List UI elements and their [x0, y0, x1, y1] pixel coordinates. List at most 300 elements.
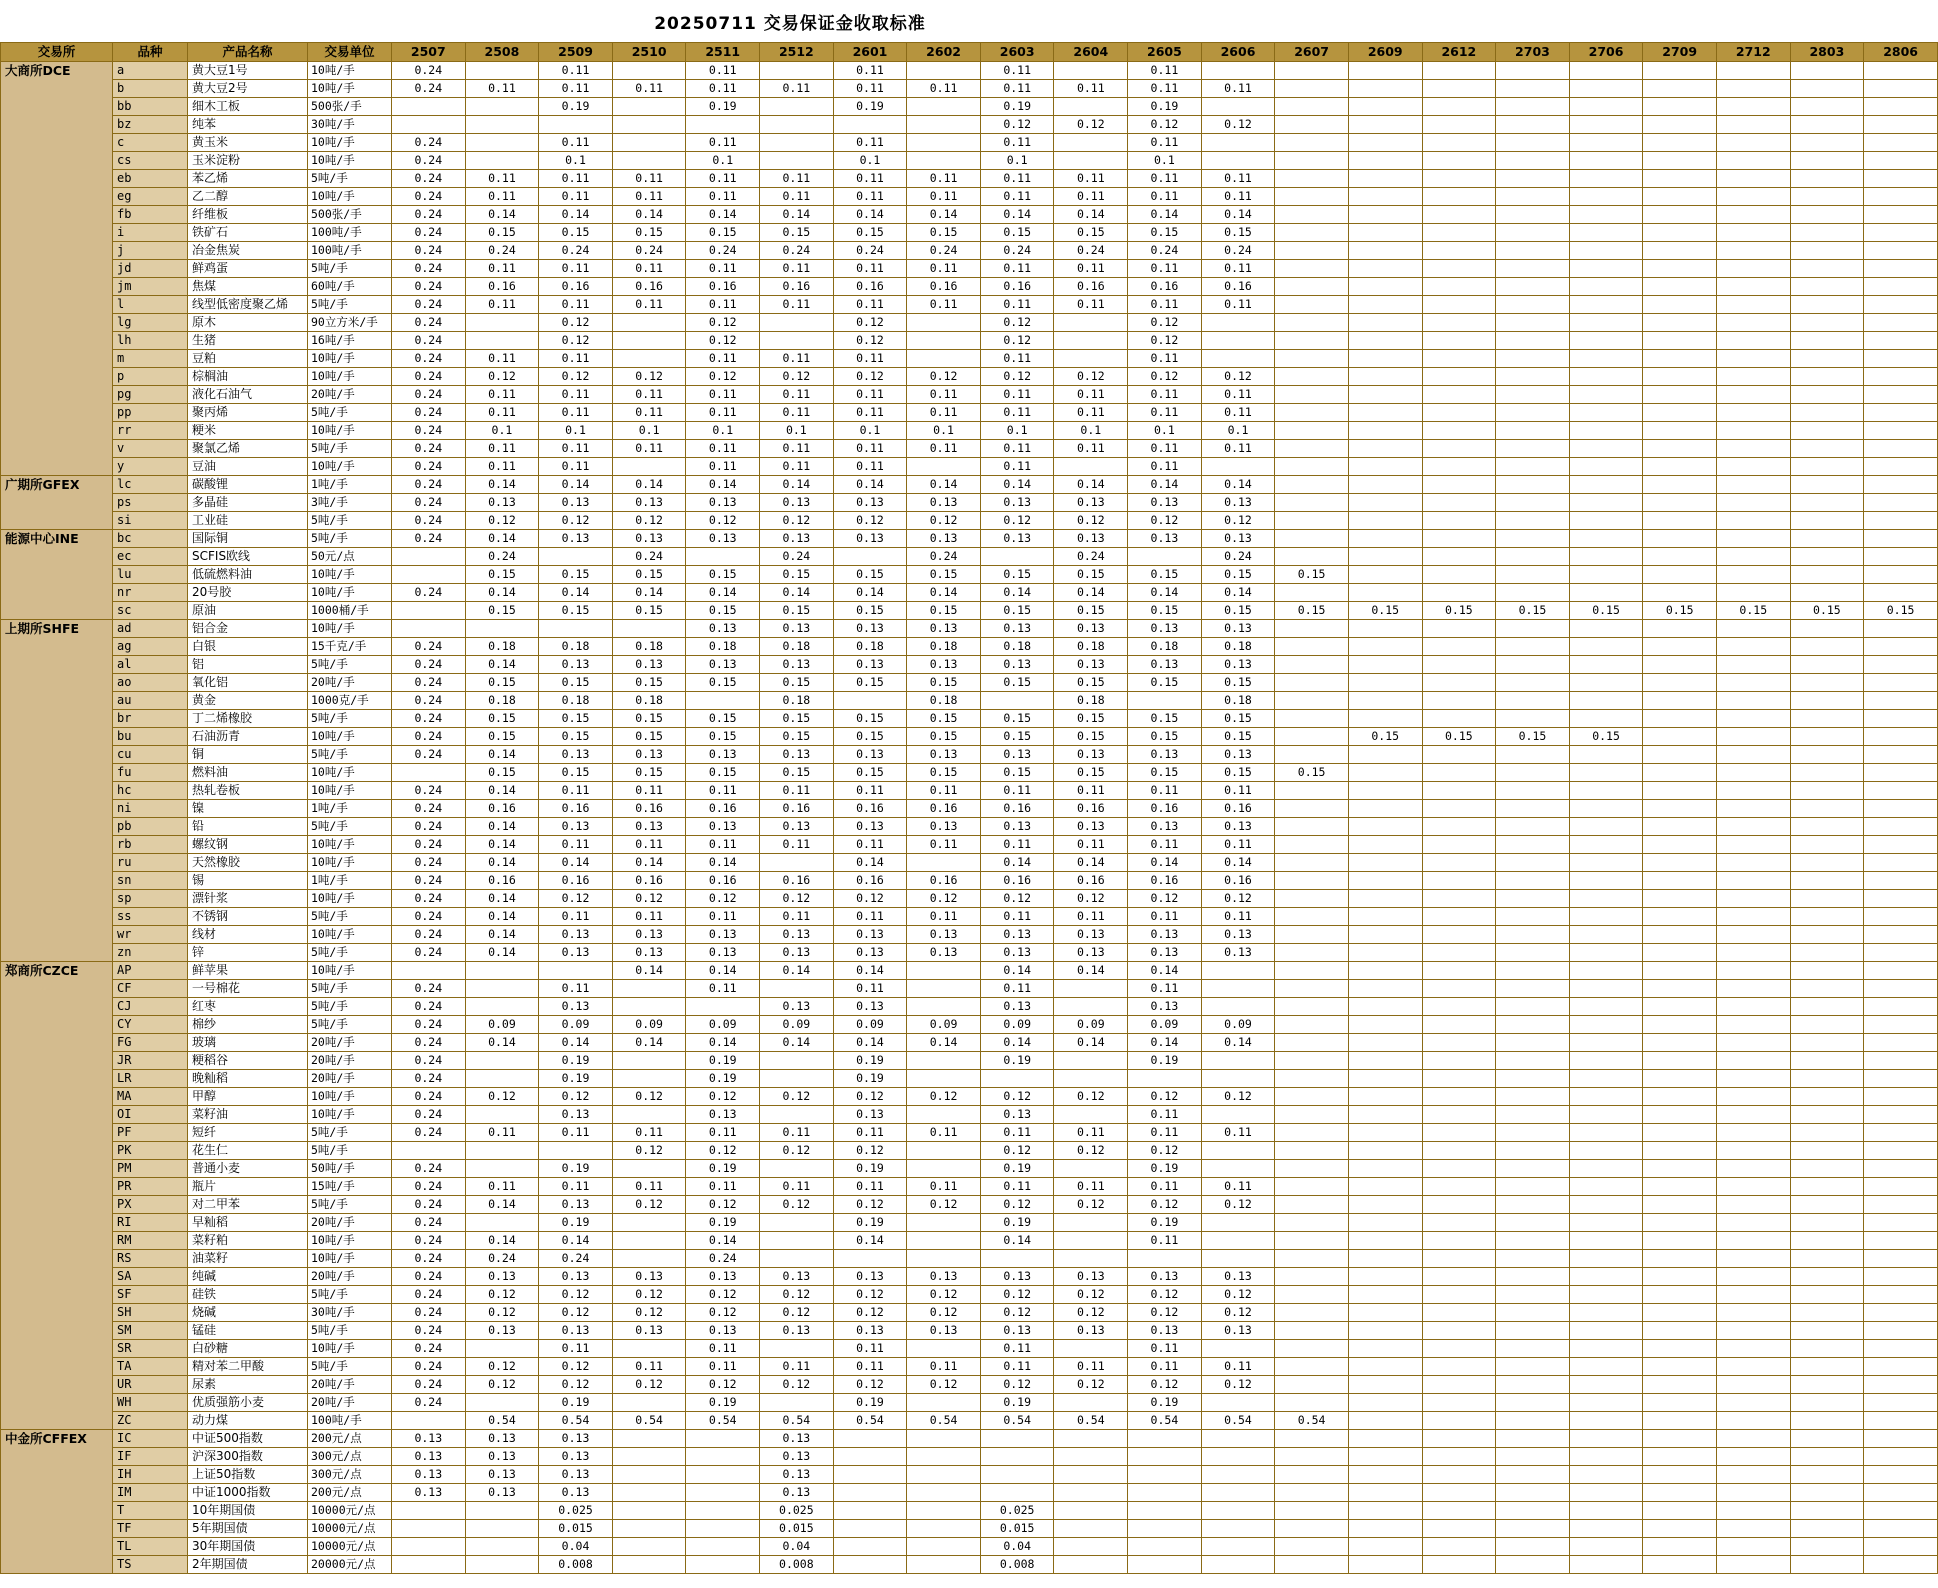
value-cell	[1496, 206, 1570, 224]
value-cell: 0.15	[1496, 728, 1570, 746]
unit-cell: 10吨/手	[308, 728, 392, 746]
value-cell: 0.12	[980, 1196, 1054, 1214]
table-row	[1, 458, 1938, 476]
value-cell	[612, 980, 686, 998]
value-cell	[1569, 746, 1643, 764]
value-cell	[1643, 512, 1717, 530]
table-row	[1, 1232, 1938, 1250]
value-cell	[1790, 836, 1864, 854]
value-cell	[760, 1106, 834, 1124]
value-cell	[1716, 782, 1790, 800]
value-cell	[612, 1430, 686, 1448]
value-cell: 0.19	[980, 98, 1054, 116]
value-cell: 0.14	[539, 206, 613, 224]
value-cell: 0.24	[392, 1052, 466, 1070]
table-row	[1, 1340, 1938, 1358]
value-cell: 0.11	[980, 350, 1054, 368]
value-cell	[1716, 134, 1790, 152]
value-cell: 0.13	[1128, 494, 1202, 512]
value-cell	[1275, 692, 1349, 710]
value-cell	[1643, 170, 1717, 188]
value-cell	[1716, 1520, 1790, 1538]
value-cell	[1348, 998, 1422, 1016]
code-cell: lc	[113, 476, 188, 494]
value-cell: 0.24	[392, 728, 466, 746]
value-cell	[1275, 1178, 1349, 1196]
value-cell	[1864, 296, 1938, 314]
value-cell	[1275, 584, 1349, 602]
value-cell	[1716, 458, 1790, 476]
name-cell: 铝	[188, 656, 308, 674]
value-cell	[1275, 1196, 1349, 1214]
name-cell: 线材	[188, 926, 308, 944]
value-cell	[1643, 530, 1717, 548]
value-cell	[1643, 1340, 1717, 1358]
value-cell: 0.1	[1128, 422, 1202, 440]
value-cell	[1643, 710, 1717, 728]
value-cell	[1716, 98, 1790, 116]
value-cell: 0.11	[907, 908, 981, 926]
value-cell: 0.025	[539, 1502, 613, 1520]
value-cell	[907, 134, 981, 152]
value-cell: 0.15	[760, 566, 834, 584]
code-cell: TS	[113, 1556, 188, 1574]
value-cell	[1790, 1556, 1864, 1574]
value-cell	[1348, 1250, 1422, 1268]
value-cell	[1864, 944, 1938, 962]
value-cell	[1422, 962, 1496, 980]
value-cell	[1569, 368, 1643, 386]
value-cell	[1496, 440, 1570, 458]
value-cell: 0.13	[980, 818, 1054, 836]
value-cell: 0.11	[539, 386, 613, 404]
value-cell	[1275, 674, 1349, 692]
code-cell: IC	[113, 1430, 188, 1448]
name-cell: 瓶片	[188, 1178, 308, 1196]
value-cell: 0.19	[686, 1070, 760, 1088]
code-cell: OI	[113, 1106, 188, 1124]
name-cell: 尿素	[188, 1376, 308, 1394]
value-cell	[1790, 944, 1864, 962]
value-cell	[833, 1484, 907, 1502]
value-cell	[1201, 1142, 1275, 1160]
value-cell	[1643, 458, 1717, 476]
value-cell	[1716, 1142, 1790, 1160]
value-cell	[1790, 782, 1864, 800]
header-row	[1, 43, 1938, 62]
value-cell: 0.11	[1128, 350, 1202, 368]
value-cell: 0.11	[465, 1178, 539, 1196]
name-cell: 棕榈油	[188, 368, 308, 386]
value-cell: 0.11	[465, 188, 539, 206]
name-cell: 普通小麦	[188, 1160, 308, 1178]
value-cell	[1716, 242, 1790, 260]
value-cell	[1496, 746, 1570, 764]
value-cell	[1275, 962, 1349, 980]
value-cell: 0.13	[760, 1466, 834, 1484]
value-cell	[1054, 998, 1128, 1016]
value-cell: 0.11	[833, 260, 907, 278]
value-cell: 0.15	[1201, 602, 1275, 620]
value-cell	[1348, 242, 1422, 260]
value-cell	[465, 134, 539, 152]
value-cell: 0.15	[1054, 224, 1128, 242]
value-cell: 0.13	[980, 620, 1054, 638]
value-cell: 0.19	[539, 1214, 613, 1232]
value-cell	[833, 116, 907, 134]
month-column-header: 2607	[1275, 43, 1349, 62]
value-cell	[1864, 1034, 1938, 1052]
value-cell: 0.13	[833, 926, 907, 944]
value-cell: 0.15	[760, 710, 834, 728]
value-cell	[1716, 656, 1790, 674]
name-cell: 锰硅	[188, 1322, 308, 1340]
value-cell: 0.11	[833, 188, 907, 206]
exchange-cell: 中金所CFFEX	[1, 1430, 113, 1574]
value-cell: 0.11	[1201, 170, 1275, 188]
value-cell	[1790, 1124, 1864, 1142]
value-cell	[1496, 422, 1570, 440]
value-cell	[1275, 728, 1349, 746]
value-cell	[1275, 1016, 1349, 1034]
value-cell: 0.13	[1201, 620, 1275, 638]
value-cell: 0.15	[539, 602, 613, 620]
value-cell: 0.14	[833, 854, 907, 872]
name-cell: 纤维板	[188, 206, 308, 224]
unit-cell: 5吨/手	[308, 512, 392, 530]
value-cell: 0.13	[980, 530, 1054, 548]
value-cell	[1422, 458, 1496, 476]
unit-cell: 5吨/手	[308, 1358, 392, 1376]
value-cell	[1275, 1124, 1349, 1142]
value-cell	[1790, 458, 1864, 476]
unit-cell: 10吨/手	[308, 890, 392, 908]
value-cell: 0.24	[686, 1250, 760, 1268]
value-cell: 0.12	[1128, 1376, 1202, 1394]
value-cell	[1422, 872, 1496, 890]
value-cell	[1569, 494, 1643, 512]
code-cell: fb	[113, 206, 188, 224]
value-cell	[1348, 818, 1422, 836]
value-cell: 0.15	[1128, 710, 1202, 728]
value-cell: 0.12	[833, 1088, 907, 1106]
value-cell	[1864, 980, 1938, 998]
value-cell: 0.11	[980, 1124, 1054, 1142]
value-cell	[1643, 1286, 1717, 1304]
name-cell: 白银	[188, 638, 308, 656]
code-cell: b	[113, 80, 188, 98]
value-cell: 0.11	[1054, 440, 1128, 458]
value-cell: 0.18	[539, 638, 613, 656]
name-cell: 早籼稻	[188, 1214, 308, 1232]
value-cell	[833, 1448, 907, 1466]
value-cell	[1496, 80, 1570, 98]
value-cell: 0.13	[392, 1484, 466, 1502]
name-cell: 黄大豆1号	[188, 62, 308, 80]
value-cell: 0.11	[1201, 908, 1275, 926]
table-row	[1, 1142, 1938, 1160]
value-cell: 0.008	[760, 1556, 834, 1574]
value-cell	[1790, 1322, 1864, 1340]
value-cell: 0.13	[686, 620, 760, 638]
value-cell	[465, 1142, 539, 1160]
value-cell: 0.14	[907, 206, 981, 224]
value-cell	[1422, 134, 1496, 152]
table-row	[1, 836, 1938, 854]
value-cell	[1496, 1070, 1570, 1088]
unit-cell: 1吨/手	[308, 872, 392, 890]
value-cell	[1864, 1286, 1938, 1304]
table-row	[1, 206, 1938, 224]
table-row	[1, 602, 1938, 620]
value-cell	[1348, 386, 1422, 404]
table-row	[1, 1466, 1938, 1484]
value-cell: 0.13	[980, 746, 1054, 764]
value-cell: 0.11	[686, 260, 760, 278]
value-cell: 0.18	[465, 692, 539, 710]
value-cell: 0.12	[686, 890, 760, 908]
value-cell	[1716, 836, 1790, 854]
value-cell: 0.14	[612, 1034, 686, 1052]
value-cell	[539, 116, 613, 134]
value-cell	[1348, 1394, 1422, 1412]
table-row	[1, 134, 1938, 152]
value-cell: 0.54	[760, 1412, 834, 1430]
value-cell: 0.15	[1128, 728, 1202, 746]
value-cell: 0.16	[907, 278, 981, 296]
value-cell: 0.24	[686, 242, 760, 260]
value-cell	[1422, 1178, 1496, 1196]
name-cell: 黄金	[188, 692, 308, 710]
value-cell: 0.18	[980, 638, 1054, 656]
value-cell	[1422, 782, 1496, 800]
value-cell	[392, 548, 466, 566]
value-cell	[1643, 350, 1717, 368]
value-cell	[1496, 1052, 1570, 1070]
value-cell	[1422, 170, 1496, 188]
value-cell: 0.12	[1054, 1376, 1128, 1394]
value-cell: 0.11	[539, 836, 613, 854]
value-cell: 0.24	[392, 674, 466, 692]
value-cell: 0.11	[833, 134, 907, 152]
value-cell: 0.11	[1054, 782, 1128, 800]
value-cell	[1716, 386, 1790, 404]
value-cell	[1790, 440, 1864, 458]
unit-cell: 20吨/手	[308, 1376, 392, 1394]
value-cell	[1422, 440, 1496, 458]
value-cell	[1128, 1466, 1202, 1484]
value-cell: 0.13	[1054, 1268, 1128, 1286]
value-cell	[907, 1340, 981, 1358]
code-cell: eg	[113, 188, 188, 206]
value-cell	[1569, 1322, 1643, 1340]
value-cell	[1864, 620, 1938, 638]
value-cell: 0.12	[612, 368, 686, 386]
value-cell: 0.12	[833, 1286, 907, 1304]
value-cell: 0.11	[686, 62, 760, 80]
value-cell	[1864, 332, 1938, 350]
value-cell: 0.15	[1128, 674, 1202, 692]
value-cell	[760, 980, 834, 998]
code-cell: bz	[113, 116, 188, 134]
unit-cell: 5吨/手	[308, 656, 392, 674]
value-cell	[1864, 278, 1938, 296]
value-cell: 0.11	[1128, 404, 1202, 422]
code-cell: SH	[113, 1304, 188, 1322]
value-cell	[612, 1466, 686, 1484]
name-cell: 纯碱	[188, 1268, 308, 1286]
unit-cell: 10吨/手	[308, 80, 392, 98]
value-cell: 0.14	[465, 656, 539, 674]
value-cell	[1864, 134, 1938, 152]
value-cell	[612, 1394, 686, 1412]
value-cell	[1422, 944, 1496, 962]
value-cell: 0.15	[1643, 602, 1717, 620]
value-cell	[1569, 242, 1643, 260]
value-cell: 0.15	[760, 602, 834, 620]
value-cell	[760, 854, 834, 872]
value-cell	[1348, 1412, 1422, 1430]
value-cell	[1864, 350, 1938, 368]
value-cell: 0.14	[686, 206, 760, 224]
value-cell: 0.14	[539, 854, 613, 872]
value-cell: 0.14	[1128, 962, 1202, 980]
value-cell: 0.12	[612, 1088, 686, 1106]
value-cell	[1275, 1358, 1349, 1376]
value-cell	[1275, 890, 1349, 908]
value-cell	[465, 1394, 539, 1412]
value-cell	[612, 1502, 686, 1520]
value-cell	[392, 1142, 466, 1160]
value-cell	[1275, 998, 1349, 1016]
code-cell: sc	[113, 602, 188, 620]
value-cell: 0.12	[980, 116, 1054, 134]
value-cell: 0.11	[1128, 386, 1202, 404]
value-cell: 0.19	[1128, 98, 1202, 116]
value-cell	[539, 548, 613, 566]
table-row	[1, 1322, 1938, 1340]
value-cell: 0.16	[980, 278, 1054, 296]
value-cell	[1864, 764, 1938, 782]
value-cell	[1496, 998, 1570, 1016]
value-cell	[1348, 98, 1422, 116]
value-cell: 0.54	[980, 1412, 1054, 1430]
value-cell: 0.11	[539, 170, 613, 188]
value-cell	[1643, 476, 1717, 494]
value-cell	[465, 620, 539, 638]
value-cell: 0.12	[760, 1304, 834, 1322]
value-cell: 0.12	[686, 1376, 760, 1394]
value-cell	[1348, 260, 1422, 278]
value-cell	[1643, 1250, 1717, 1268]
value-cell	[1569, 350, 1643, 368]
value-cell	[1054, 1160, 1128, 1178]
value-cell	[1422, 1196, 1496, 1214]
value-cell: 0.11	[539, 260, 613, 278]
value-cell	[1496, 620, 1570, 638]
value-cell: 0.12	[1128, 116, 1202, 134]
value-cell	[1864, 422, 1938, 440]
code-cell: lh	[113, 332, 188, 350]
value-cell: 0.11	[1201, 1178, 1275, 1196]
value-cell	[1201, 1052, 1275, 1070]
value-cell	[1790, 278, 1864, 296]
value-cell	[1054, 1466, 1128, 1484]
name-cell: 黄玉米	[188, 134, 308, 152]
value-cell: 0.025	[980, 1502, 1054, 1520]
value-cell: 0.13	[833, 494, 907, 512]
value-cell	[1422, 800, 1496, 818]
value-cell: 0.15	[907, 764, 981, 782]
value-cell	[1790, 368, 1864, 386]
code-cell: v	[113, 440, 188, 458]
name-cell: 鲜鸡蛋	[188, 260, 308, 278]
value-cell: 0.15	[1496, 602, 1570, 620]
value-cell	[1201, 1214, 1275, 1232]
value-cell	[1569, 1340, 1643, 1358]
table-row	[1, 440, 1938, 458]
value-cell	[1569, 170, 1643, 188]
value-cell	[1569, 836, 1643, 854]
value-cell	[1643, 1124, 1717, 1142]
unit-cell: 20吨/手	[308, 1034, 392, 1052]
value-cell: 0.12	[907, 1196, 981, 1214]
unit-cell: 20吨/手	[308, 1394, 392, 1412]
value-cell: 0.13	[539, 1268, 613, 1286]
value-cell	[1569, 80, 1643, 98]
value-cell	[1864, 1178, 1938, 1196]
value-cell	[612, 1052, 686, 1070]
value-cell	[1569, 908, 1643, 926]
value-cell	[1643, 1520, 1717, 1538]
value-cell: 0.14	[686, 1232, 760, 1250]
value-cell: 0.19	[686, 1394, 760, 1412]
value-cell	[1716, 584, 1790, 602]
value-cell: 0.11	[1201, 836, 1275, 854]
table-row	[1, 1034, 1938, 1052]
value-cell: 0.12	[760, 1142, 834, 1160]
value-cell: 0.12	[980, 1088, 1054, 1106]
value-cell: 0.15	[686, 728, 760, 746]
unit-cell: 20吨/手	[308, 386, 392, 404]
unit-cell: 500张/手	[308, 206, 392, 224]
value-cell	[1569, 674, 1643, 692]
value-cell	[1643, 1106, 1717, 1124]
value-cell	[1275, 836, 1349, 854]
value-cell	[1496, 1250, 1570, 1268]
value-cell: 0.14	[1054, 854, 1128, 872]
unit-cell: 500张/手	[308, 98, 392, 116]
value-cell	[612, 152, 686, 170]
value-cell: 0.09	[1201, 1016, 1275, 1034]
value-cell	[1569, 188, 1643, 206]
value-cell: 0.19	[686, 1052, 760, 1070]
value-cell: 0.13	[1201, 944, 1275, 962]
value-cell: 0.12	[833, 512, 907, 530]
value-cell	[1422, 404, 1496, 422]
value-cell	[1790, 890, 1864, 908]
name-cell: 20号胶	[188, 584, 308, 602]
value-cell: 0.13	[760, 1448, 834, 1466]
value-cell: 0.15	[980, 764, 1054, 782]
value-cell	[1643, 638, 1717, 656]
value-cell: 0.04	[980, 1538, 1054, 1556]
value-cell	[1422, 512, 1496, 530]
table-row	[1, 818, 1938, 836]
value-cell	[1864, 1070, 1938, 1088]
value-cell	[1569, 206, 1643, 224]
value-cell	[1348, 548, 1422, 566]
